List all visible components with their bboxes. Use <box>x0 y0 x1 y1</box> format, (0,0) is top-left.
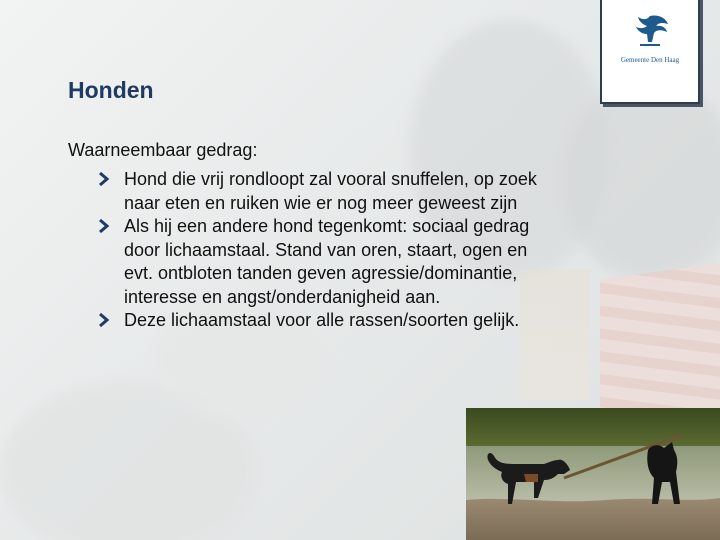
intro-text: Waarneembaar gedrag: <box>68 140 258 160</box>
dog-photo-image <box>466 408 720 540</box>
chevron-right-icon <box>96 171 112 187</box>
slide-title: Honden <box>68 77 154 103</box>
list-item <box>96 309 546 333</box>
municipality-logo <box>600 0 700 104</box>
list-item <box>96 215 546 309</box>
background-photo-shape <box>560 80 720 280</box>
bullet-list <box>96 168 546 333</box>
logo-text: Gemeente Den Haag <box>620 56 680 64</box>
stork-icon <box>628 12 672 52</box>
bullet-text: Hond die vrij rondloopt zal vooral snuffelen, op zoek naar eten en ruiken wie er nog meer geweest zijn <box>124 169 537 213</box>
chevron-right-icon <box>96 218 112 234</box>
chevron-right-icon <box>96 312 112 328</box>
bullet-text: Als hij een andere hond tegenkomt: sociaal gedrag door lichaamstaal. Stand van oren, staart, ogen en evt. ontbloten tanden geven agressie/dominantie, interesse en angst/onderdanigheid aan. <box>124 216 530 307</box>
background-bench <box>600 260 720 430</box>
bullet-text: Deze lichaamstaal voor alle rassen/soorten gelijk. <box>124 310 520 330</box>
dog-photo <box>466 408 720 540</box>
list-item <box>96 168 546 215</box>
